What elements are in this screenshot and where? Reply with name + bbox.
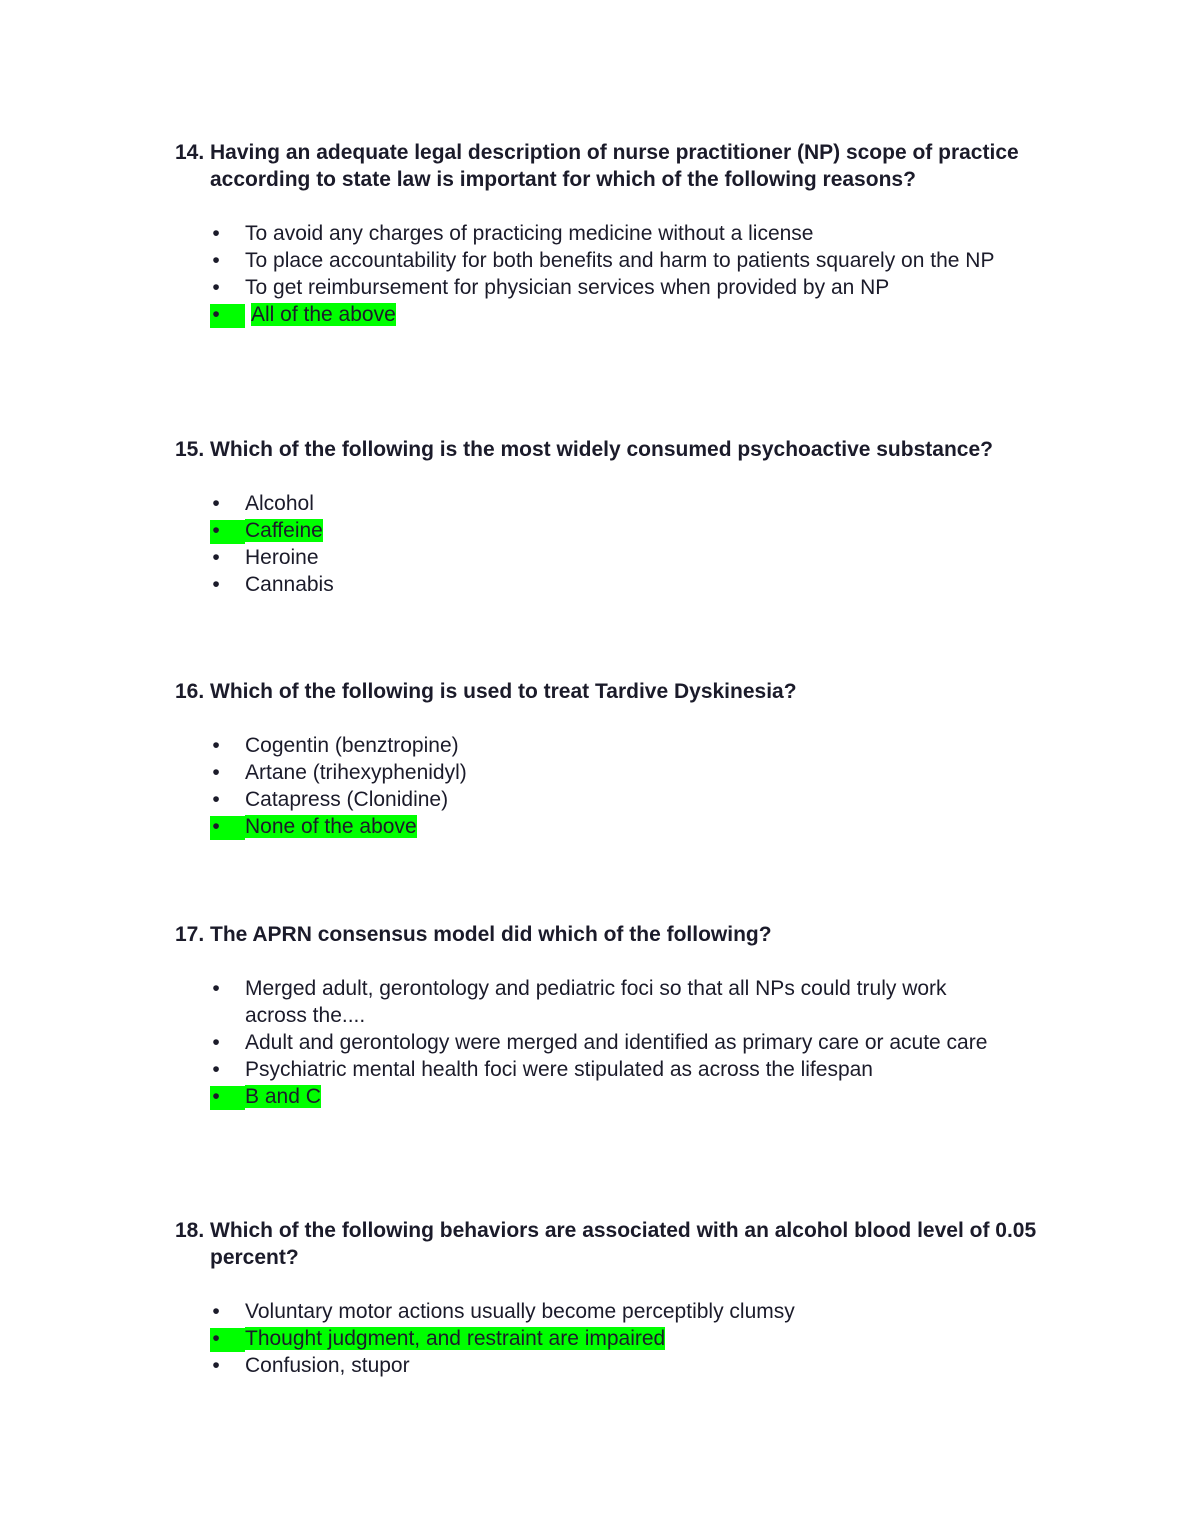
question-title [175,678,1055,705]
option-item [175,759,1055,786]
option-item-highlighted [175,813,1055,840]
bullet-icon: • [212,573,220,596]
option-list [175,732,1055,840]
question-title [175,436,1055,463]
question-text: Having an adequate legal description of nurse practitioner (NP) scope of practice according to state law is important for which of the following reasons? [210,141,1019,191]
question-text: Which of the following is the most widely consumed psychoactive substance? [210,438,993,461]
bullet-icon: • [212,519,220,542]
question-number: 17. [175,923,205,946]
option-text: Cogentin (benztropine) [245,734,459,757]
bullet-icon: • [212,977,220,1000]
question-14 [175,139,1055,328]
option-item-highlighted [175,1325,1055,1352]
bullet-icon: • [212,1354,220,1377]
question-text: Which of the following is used to treat Tardive Dyskinesia? [210,680,797,703]
question-number: 15. [175,438,205,461]
bullet-icon: • [212,815,220,838]
option-item [175,247,1055,274]
option-text: Adult and gerontology were merged and identified as primary care or acute care [245,1031,988,1054]
bullet-icon: • [212,249,220,272]
bullet-icon: • [212,222,220,245]
question-text: The APRN consensus model did which of the following? [210,923,772,946]
question-title [175,139,1055,193]
option-text: Voluntary motor actions usually become perceptibly clumsy [245,1300,795,1323]
question-16 [175,678,1055,840]
question-number: 18. [175,1219,205,1242]
bullet-icon: • [212,303,220,326]
option-item-highlighted [175,301,1055,328]
option-item [175,274,1055,301]
option-text: Psychiatric mental health foci were stipulated as across the lifespan [245,1058,873,1081]
bullet-icon: • [212,492,220,515]
option-text: To place accountability for both benefits and harm to patients squarely on the NP [245,249,995,272]
option-item [175,1352,1055,1379]
option-list [175,975,1055,1110]
bullet-icon: • [212,734,220,757]
option-text: Confusion, stupor [245,1354,410,1377]
option-item [175,1029,1055,1056]
option-item-highlighted [175,517,1055,544]
bullet-icon: • [212,1300,220,1323]
option-list [175,220,1055,328]
bullet-icon: • [212,761,220,784]
option-item [175,490,1055,517]
question-number: 16. [175,680,205,703]
option-text: To avoid any charges of practicing medicine without a license [245,222,814,245]
question-title [175,1217,1055,1271]
question-title [175,921,1055,948]
option-text: Alcohol [245,492,314,515]
bullet-icon: • [212,788,220,811]
option-text: Merged adult, gerontology and pediatric foci so that all NPs could truly work across the.... [245,977,947,1027]
option-text: All of the above [251,303,396,326]
option-text: Artane (trihexyphenidyl) [245,761,467,784]
option-text: Cannabis [245,573,334,596]
option-item [175,975,1005,1029]
option-text: None of the above [245,815,417,838]
option-text: To get reimbursement for physician services when provided by an NP [245,276,890,299]
option-text: Catapress (Clonidine) [245,788,449,811]
option-text: Caffeine [245,519,323,542]
question-text: Which of the following behaviors are associated with an alcohol blood level of 0.05 percent? [210,1219,1037,1269]
option-list [175,1298,1055,1379]
option-text: Heroine [245,546,319,569]
bullet-icon: • [212,276,220,299]
option-text: B and C [245,1085,321,1108]
bullet-icon: • [212,1058,220,1081]
option-item-highlighted [175,1083,1055,1110]
question-17 [175,921,1055,1110]
option-list [175,490,1055,598]
bullet-icon: • [212,546,220,569]
question-number: 14. [175,141,205,164]
option-item [175,786,1055,813]
option-item [175,571,1055,598]
option-text: Thought judgment, and restraint are impaired [245,1327,666,1350]
option-item [175,1056,1055,1083]
question-18 [175,1217,1055,1379]
question-15 [175,436,1055,598]
option-item [175,1298,1055,1325]
bullet-icon: • [212,1327,220,1350]
option-item [175,544,1055,571]
option-item [175,732,1055,759]
bullet-icon: • [212,1031,220,1054]
bullet-icon: • [212,1085,220,1108]
option-item [175,220,1055,247]
